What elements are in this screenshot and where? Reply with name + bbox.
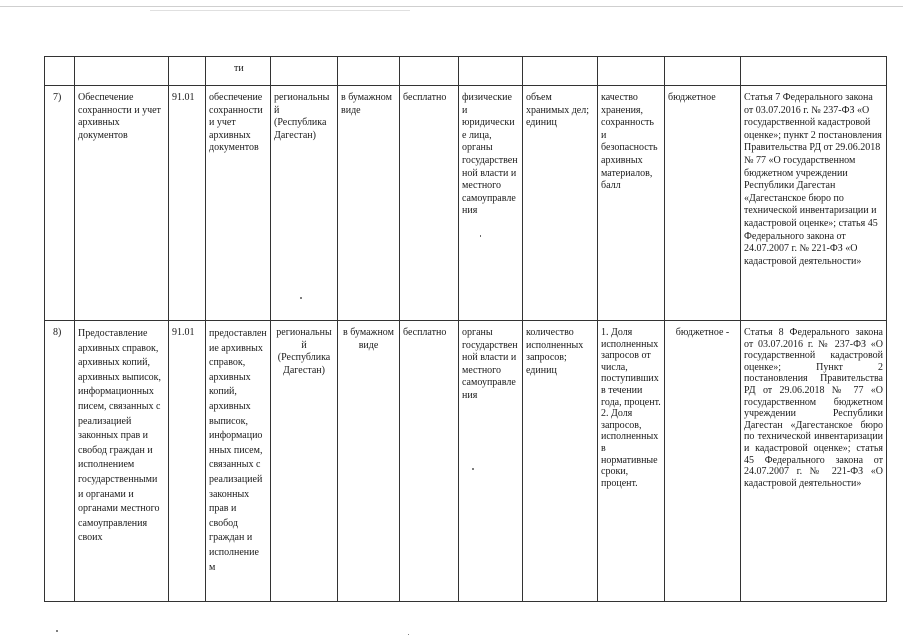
okved-code: 91.01 (169, 321, 206, 602)
service-pay: бесплатно (400, 321, 459, 602)
service-form: в бумажном виде (338, 86, 400, 321)
quality-indicator: 1. Доля исполненных запросов от числа, поступивших в течении года, процент. 2. Доля запросов, исполненных в нормативные сроки, процент. (598, 321, 665, 602)
cell-form (338, 57, 400, 86)
cell-volume (523, 57, 598, 86)
registry-table (44, 56, 887, 602)
scan-speck (56, 630, 58, 632)
institution-type: бюджетное - (665, 321, 741, 602)
row-number: 8) (45, 321, 75, 602)
scan-speck (408, 634, 409, 635)
legal-basis: Статья 8 Федерального закона от 03.07.2016 г. № 237-ФЗ «О государственной кадастровой оценке»; Пункт 2 постановления Правительства РД от 29.06.2018 № 77 «О государственном бюджетном учреждении Республики Дагестан «Дагестанское бюро по технической инвентаризации и кадастровой оценке»; статья 45 Федерального закона от 24.07.2007 г. № 221-ФЗ «О кадастровой деятельности» (741, 321, 887, 602)
service-consumers: физические и юридические лица, органы государственной власти и местного самоуправления (459, 86, 523, 321)
service-pay: бесплатно (400, 86, 459, 321)
cell-content: ти (206, 57, 271, 86)
service-level: региональный (Республика Дагестан) (271, 86, 338, 321)
cell-consumers (459, 57, 523, 86)
cell-quality (598, 57, 665, 86)
legal-basis: Статья 7 Федерального закона от 03.07.2016 г. № 237-ФЗ «О государственной кадастровой оценке»; пункт 2 постановления Правительства РД от 29.06.2018 № 77 «О государственном бюджетном учреждении Республики Дагестан «Дагестанское бюро по технической инвентаризации и кадастровой оценке»; статья 45 Федерального закона от 24.07.2007 г. № 221-ФЗ «О кадастровой деятельности» (741, 86, 887, 321)
cell-name (75, 57, 169, 86)
service-name: Обеспечение сохранности и учет архивных документов (75, 86, 169, 321)
scan-speck (300, 297, 302, 299)
service-consumers: органы государственной власти и местного самоуправления (459, 321, 523, 602)
quality-indicator: качество хранения, сохранность и безопасность архивных материалов, балл (598, 86, 665, 321)
service-content: обеспечение сохранности и учет архивных документов (206, 86, 271, 321)
table-row-continuation (45, 57, 887, 86)
service-level: региональный (Республика Дагестан) (271, 321, 338, 602)
row-number: 7) (45, 86, 75, 321)
scan-speck (472, 468, 474, 470)
service-content: предоставление архивных справок, архивных копий, архивных выписок, информационных писем, связанных с реализацией законных прав и свобод граждан и исполнение м (206, 321, 271, 602)
volume-indicator: объем хранимых дел; единиц (523, 86, 598, 321)
top-rule (0, 6, 903, 7)
institution-type: бюджетное (665, 86, 741, 321)
cell-pay (400, 57, 459, 86)
volume-indicator: количество исполненных запросов; единиц (523, 321, 598, 602)
cell-code (169, 57, 206, 86)
scan-speck (480, 235, 481, 237)
top-rule-secondary (150, 10, 410, 11)
cell-level (271, 57, 338, 86)
service-form: в бумажном виде (338, 321, 400, 602)
table-row-7 (45, 86, 887, 321)
cell-law (741, 57, 887, 86)
cell-num (45, 57, 75, 86)
service-name: Предоставление архивных справок, архивных копий, архивных выписок, информационных писем, связанных с реализацией законных прав и свобод граждан и исполнением государственными и органами и органами местного самоуправления своих (75, 321, 169, 602)
cell-type (665, 57, 741, 86)
okved-code: 91.01 (169, 86, 206, 321)
table-row-8 (45, 321, 887, 602)
